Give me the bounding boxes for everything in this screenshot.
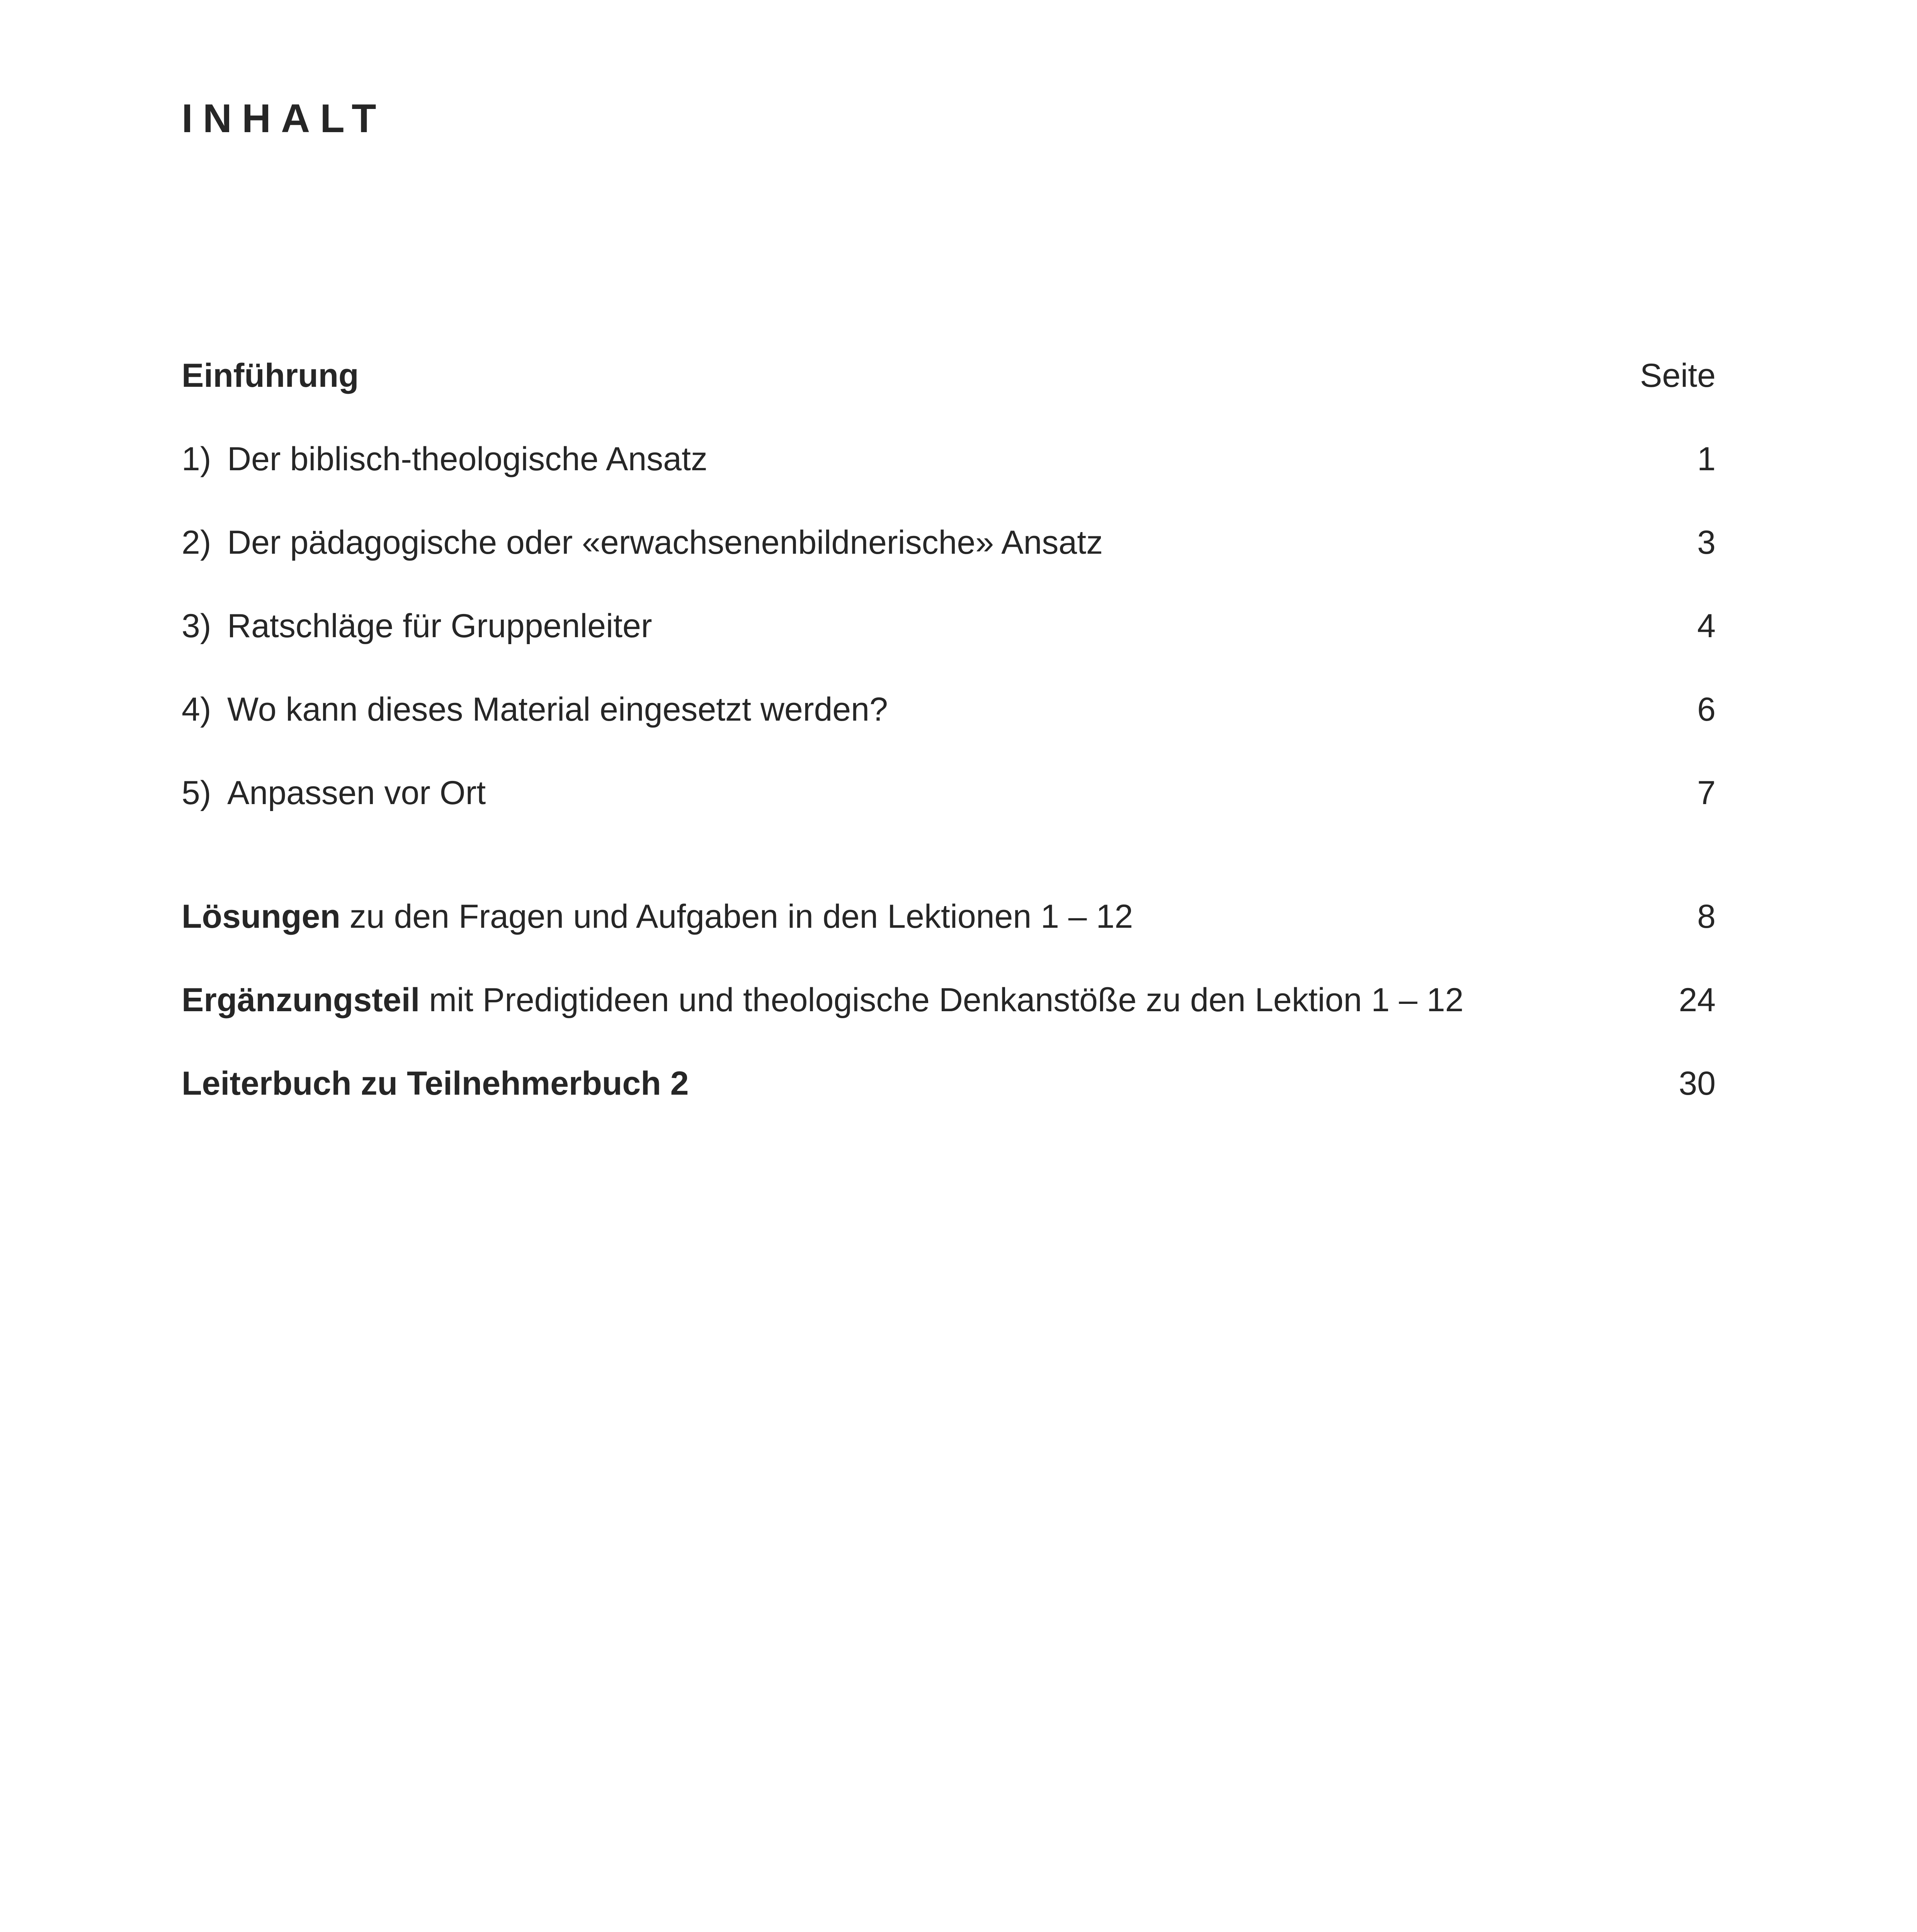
toc-section-leiterbuch[interactable] bbox=[182, 1064, 1716, 1103]
toc-entry-page: 1 bbox=[1697, 440, 1716, 478]
toc-section-label bbox=[182, 897, 1133, 936]
toc-section-page: 24 bbox=[1679, 981, 1716, 1019]
toc-entry-page: 7 bbox=[1697, 774, 1716, 811]
table-of-contents bbox=[182, 356, 1716, 1103]
toc-entry-2[interactable] bbox=[182, 523, 1716, 562]
toc-entry-label bbox=[182, 440, 708, 478]
toc-section-label bbox=[182, 1064, 689, 1103]
toc-entry-label bbox=[182, 774, 486, 812]
toc-entry-label bbox=[182, 523, 1103, 562]
toc-entry-label bbox=[182, 607, 652, 645]
toc-section-page: 30 bbox=[1679, 1065, 1716, 1102]
intro-heading: Einführung bbox=[182, 357, 359, 394]
toc-entry-page: 4 bbox=[1697, 607, 1716, 645]
toc-entry-page: 3 bbox=[1697, 524, 1716, 561]
toc-section-ergaenzungsteil[interactable] bbox=[182, 981, 1716, 1019]
toc-entry-1[interactable] bbox=[182, 440, 1716, 478]
toc-section-title: Lösungen bbox=[182, 898, 340, 935]
toc-entry-label bbox=[182, 690, 888, 729]
toc-entry-3[interactable] bbox=[182, 607, 1716, 645]
toc-entry-number: 1) bbox=[182, 440, 211, 478]
toc-entry-text: Der biblisch-theologische Ansatz bbox=[227, 440, 708, 478]
page-title: INHALT bbox=[182, 96, 386, 141]
toc-section-title: Leiterbuch zu Teilnehmerbuch 2 bbox=[182, 1065, 689, 1102]
toc-entry-text: Wo kann dieses Material eingesetzt werden? bbox=[227, 691, 888, 728]
toc-header-row bbox=[182, 356, 1716, 395]
toc-section-title: Ergänzungsteil bbox=[182, 981, 420, 1019]
toc-entry-number: 2) bbox=[182, 524, 211, 561]
toc-section-description: zu den Fragen und Aufgaben in den Lektionen 1 – 12 bbox=[340, 898, 1133, 935]
toc-section-loesungen[interactable] bbox=[182, 897, 1716, 936]
toc-entry-number: 4) bbox=[182, 691, 211, 728]
toc-section-label bbox=[182, 981, 1464, 1019]
toc-entry-text: Ratschläge für Gruppenleiter bbox=[227, 607, 652, 645]
toc-entry-page: 6 bbox=[1697, 691, 1716, 728]
toc-entry-text: Der pädagogische oder «erwachsenenbildnerische» Ansatz bbox=[227, 524, 1103, 561]
toc-entry-text: Anpassen vor Ort bbox=[227, 774, 486, 811]
toc-section-description: mit Predigtideen und theologische Denkanstöße zu den Lektion 1 – 12 bbox=[420, 981, 1464, 1019]
page-column-label: Seite bbox=[1640, 357, 1716, 394]
toc-entry-number: 5) bbox=[182, 774, 211, 811]
toc-section-page: 8 bbox=[1697, 898, 1716, 935]
toc-entry-4[interactable] bbox=[182, 690, 1716, 729]
toc-entry-number: 3) bbox=[182, 607, 211, 645]
toc-entry-5[interactable] bbox=[182, 774, 1716, 812]
